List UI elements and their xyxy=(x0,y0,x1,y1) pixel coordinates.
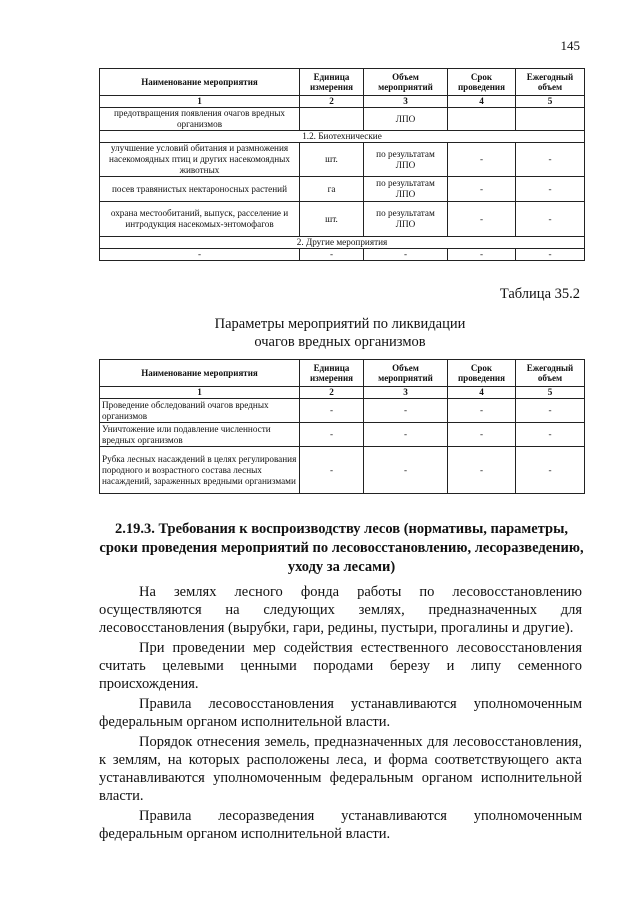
table-section-row xyxy=(100,237,585,249)
col-number: 5 xyxy=(516,96,585,108)
table-row xyxy=(100,202,585,237)
paragraph: Порядок отнесения земель, предназначенных для лесовосстановления, к землям, на которых расположены леса, и форма соответствующего акта устанавливаются уполномоченным федеральным органом исполнительной власти. xyxy=(99,734,582,804)
cell-annual: - xyxy=(516,202,585,237)
page-number: 145 xyxy=(560,38,580,53)
cell-volume: по результатам ЛПО xyxy=(364,202,448,237)
paragraph: На землях лесного фонда работы по лесовосстановлению осуществляются на следующих землях, предназначенных для лесовосстановления (вырубки, гари, редины, пустыри, прогалины и другие). xyxy=(99,584,582,636)
col-header-term: Срок проведения xyxy=(448,360,516,387)
cell-term: - xyxy=(448,143,516,177)
paragraph: Правила лесоразведения устанавливаются уполномоченным федеральным органом исполнительной власти. xyxy=(99,808,582,842)
table-row xyxy=(100,447,585,494)
section-biotechnical: 1.2. Биотехнические xyxy=(100,131,585,143)
table-caption-line: Параметры мероприятий по ликвидации xyxy=(214,316,466,332)
paragraph: При проведении мер содействия естественного лесовосстановления считать целевыми ценными породами березу и липу семенного происхождения. xyxy=(99,640,582,692)
col-header-volume: Объем мероприятий xyxy=(364,69,448,96)
cell-unit xyxy=(300,108,364,131)
cell-unit: - xyxy=(300,447,364,494)
col-number: 4 xyxy=(448,387,516,399)
cell-unit: - xyxy=(300,399,364,423)
table-row xyxy=(100,177,585,202)
body-text xyxy=(99,583,582,845)
table-section-row xyxy=(100,131,585,143)
table-caption-line: очагов вредных организмов xyxy=(254,334,426,350)
table-header-row xyxy=(100,360,585,387)
cell-term: - xyxy=(448,423,516,447)
cell-unit: - xyxy=(300,423,364,447)
cell-volume: - xyxy=(364,399,448,423)
cell-term: - xyxy=(448,202,516,237)
col-header-unit: Единица измерения xyxy=(300,360,364,387)
paragraph: Правила лесовосстановления устанавливаются уполномоченным федеральным органом исполнительной власти. xyxy=(99,696,582,730)
col-number: 1 xyxy=(100,96,300,108)
col-header-unit: Единица измерения xyxy=(300,69,364,96)
table-measures-continued xyxy=(99,68,585,261)
cell-annual: - xyxy=(516,447,585,494)
table-row xyxy=(100,249,585,261)
col-number: 3 xyxy=(364,387,448,399)
cell-name: Рубка лесных насаждений в целях регулирования породного и возрастного состава лесных насаждений, зараженных вредными организмами xyxy=(100,447,300,494)
cell-annual: - xyxy=(516,249,585,261)
cell-volume: - xyxy=(364,249,448,261)
cell-name: предотвращения появления очагов вредных организмов xyxy=(100,108,300,131)
table-row xyxy=(100,399,585,423)
col-header-annual: Ежегодный объем xyxy=(516,360,585,387)
cell-name: Проведение обследований очагов вредных организмов xyxy=(100,399,300,423)
table-row xyxy=(100,423,585,447)
cell-name: улучшение условий обитания и размножения насекомоядных птиц и других насекомоядных животных xyxy=(100,143,300,177)
col-number: 4 xyxy=(448,96,516,108)
col-number: 1 xyxy=(100,387,300,399)
column-number-row xyxy=(100,387,585,399)
cell-term: - xyxy=(448,177,516,202)
table-pest-liquidation xyxy=(99,359,585,494)
cell-annual xyxy=(516,108,585,131)
cell-volume: по результатам ЛПО xyxy=(364,143,448,177)
col-header-term: Срок проведения xyxy=(448,69,516,96)
col-number: 2 xyxy=(300,387,364,399)
cell-annual: - xyxy=(516,177,585,202)
table-number-label: Таблица 35.2 xyxy=(499,286,580,302)
table-caption xyxy=(140,315,540,351)
cell-term xyxy=(448,108,516,131)
cell-name: посев травянистых нектароносных растений xyxy=(100,177,300,202)
cell-term: - xyxy=(448,249,516,261)
cell-name: - xyxy=(100,249,300,261)
cell-term: - xyxy=(448,399,516,423)
section-other: 2. Другие мероприятия xyxy=(100,237,585,249)
col-number: 5 xyxy=(516,387,585,399)
col-number: 3 xyxy=(364,96,448,108)
column-number-row xyxy=(100,96,585,108)
col-header-volume: Объем мероприятий xyxy=(364,360,448,387)
table-row xyxy=(100,143,585,177)
cell-name: охрана местообитаний, выпуск, расселение и интродукция насекомых-энтомофагов xyxy=(100,202,300,237)
cell-volume: ЛПО xyxy=(364,108,448,131)
col-number: 2 xyxy=(300,96,364,108)
cell-volume: - xyxy=(364,423,448,447)
cell-unit: шт. xyxy=(300,143,364,177)
section-heading: 2.19.3. Требования к воспроизводству лесов (нормативы, параметры, сроки проведения мероприятий по лесовосстановлению, лесоразведению, уходу за лесами) xyxy=(99,521,584,575)
col-header-name: Наименование мероприятия xyxy=(100,360,300,387)
cell-volume: по результатам ЛПО xyxy=(364,177,448,202)
cell-annual: - xyxy=(516,399,585,423)
cell-unit: га xyxy=(300,177,364,202)
col-header-annual: Ежегодный объем xyxy=(516,69,585,96)
cell-annual: - xyxy=(516,423,585,447)
cell-volume: - xyxy=(364,447,448,494)
table-row xyxy=(100,108,585,131)
cell-unit: шт. xyxy=(300,202,364,237)
cell-name: Уничтожение или подавление численности вредных организмов xyxy=(100,423,300,447)
cell-unit: - xyxy=(300,249,364,261)
cell-term: - xyxy=(448,447,516,494)
col-header-name: Наименование мероприятия xyxy=(100,69,300,96)
cell-annual: - xyxy=(516,143,585,177)
table-header-row xyxy=(100,69,585,96)
